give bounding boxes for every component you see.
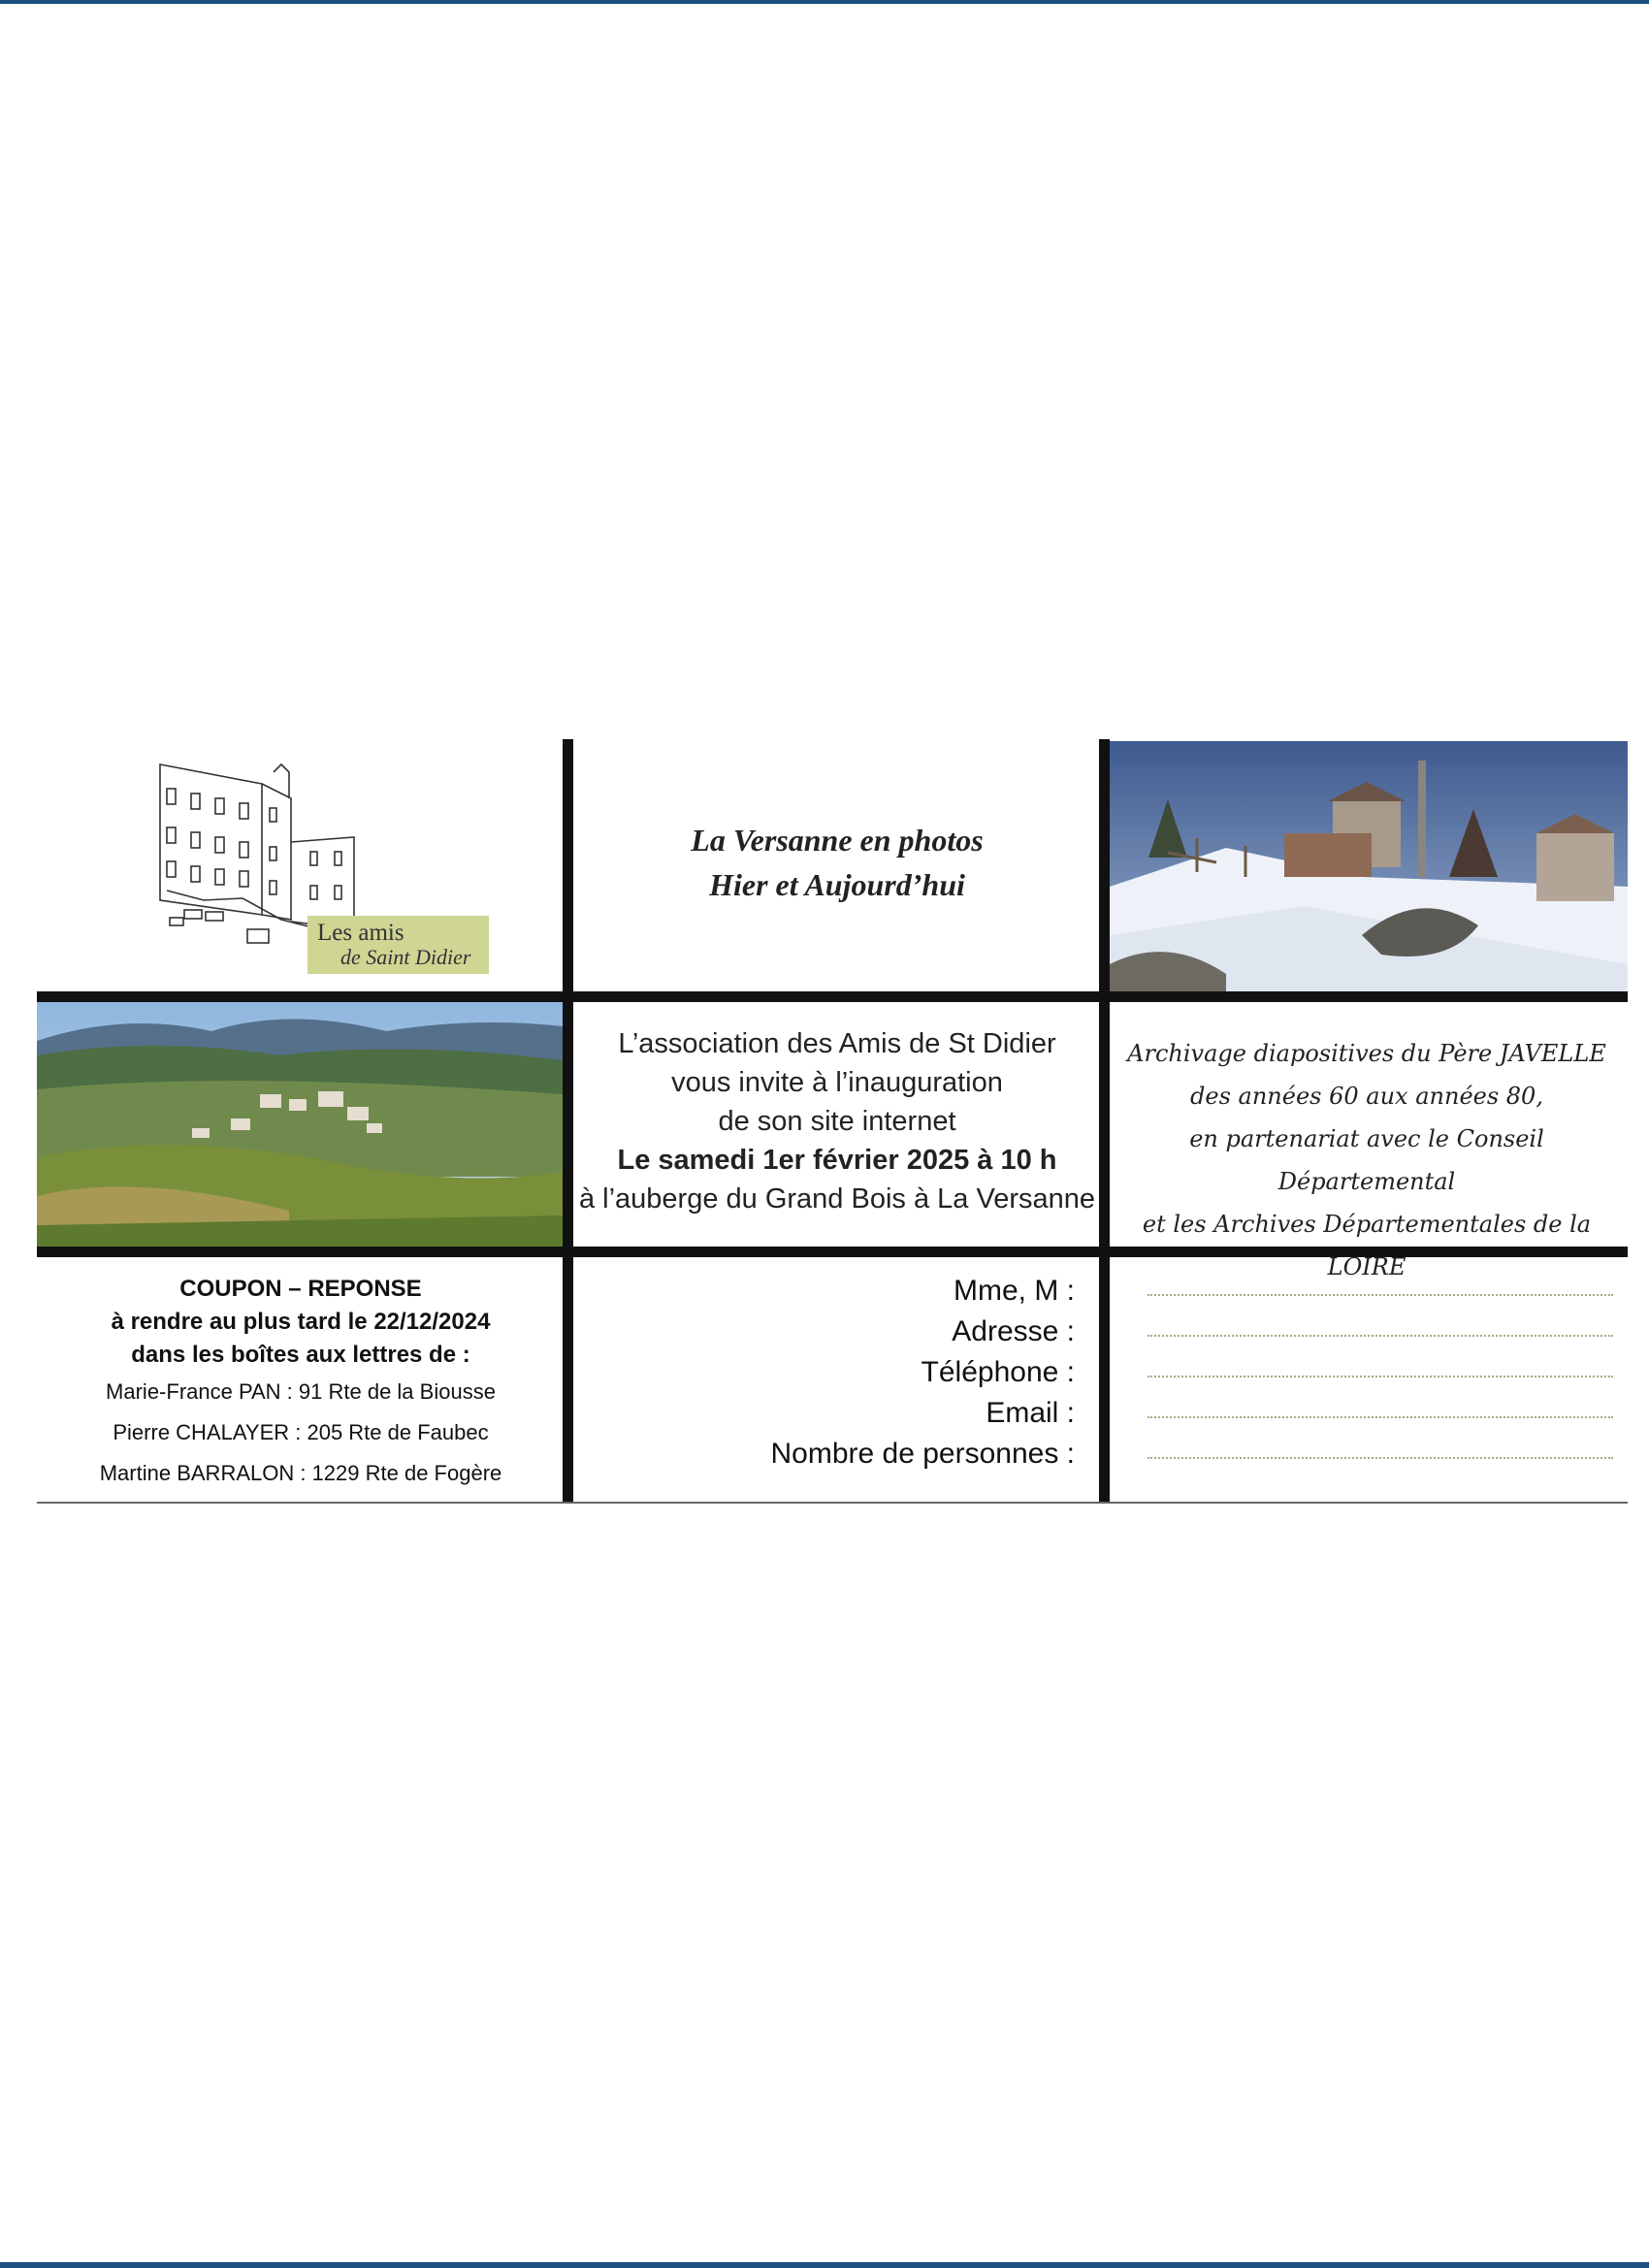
title-line-1: La Versanne en photos [691,823,984,858]
vertical-bar-right [1099,739,1110,1504]
coupon-mailboxes: dans les boîtes aux lettres de : [131,1342,470,1368]
logo-label [307,916,489,974]
contact-2: Pierre CHALAYER : 205 Rte de Faubec [113,1420,489,1444]
horizontal-bar-top [37,991,1628,1002]
email-fill-line[interactable] [1148,1416,1613,1418]
archive-line-4: et les Archives Départementales de la LOIRE [1142,1211,1592,1280]
title-line-2: Hier et Aujourd’hui [709,867,965,902]
name-label: Mme, M : [954,1275,1075,1307]
logo-line-2: de Saint Didier [340,945,471,969]
archive-note [1110,1032,1624,1288]
page-title [578,818,1096,907]
event-date: Le samedi 1er février 2025 à 10 h [617,1145,1057,1176]
scan-edge-bottom [0,2262,1649,2268]
reply-coupon [39,1273,563,1494]
invitation-text [578,1024,1096,1218]
contact-1: Marie-France PAN : 91 Rte de la Biousse [106,1379,496,1404]
reply-form-labels [578,1271,1075,1474]
coupon-heading: COUPON – REPONSE [179,1276,422,1302]
invitation-line-1: L’association des Amis de St Didier [618,1028,1056,1059]
card-bottom-edge [37,1502,1628,1504]
archive-line-1: Archivage diapositives du Père JAVELLE [1127,1040,1606,1067]
logo-line-1: Les amis [317,920,404,946]
phone-label: Téléphone : [921,1356,1075,1388]
guest-count-label: Nombre de personnes : [770,1438,1075,1470]
name-fill-line[interactable] [1148,1294,1613,1296]
email-label: Email : [986,1397,1075,1429]
archive-line-3: en partenariat avec le Conseil Départemental [1189,1125,1544,1195]
countryside-village-photo [37,1002,563,1247]
address-fill-line[interactable] [1148,1335,1613,1337]
event-location: à l’auberge du Grand Bois à La Versanne [578,1183,1096,1215]
invitation-line-3: de son site internet [718,1106,956,1137]
phone-fill-line[interactable] [1148,1376,1613,1377]
invitation-line-2: vous invite à l’inauguration [671,1067,1003,1098]
guest-count-fill-line[interactable] [1148,1457,1613,1459]
vertical-bar-left [563,739,573,1504]
address-label: Adresse : [952,1315,1075,1347]
coupon-deadline: à rendre au plus tard le 22/12/2024 [111,1309,491,1335]
winter-village-photo [1110,741,1628,991]
archive-line-2: des années 60 aux années 80, [1190,1083,1543,1110]
contact-3: Martine BARRALON : 1229 Rte de Fogère [99,1461,502,1485]
